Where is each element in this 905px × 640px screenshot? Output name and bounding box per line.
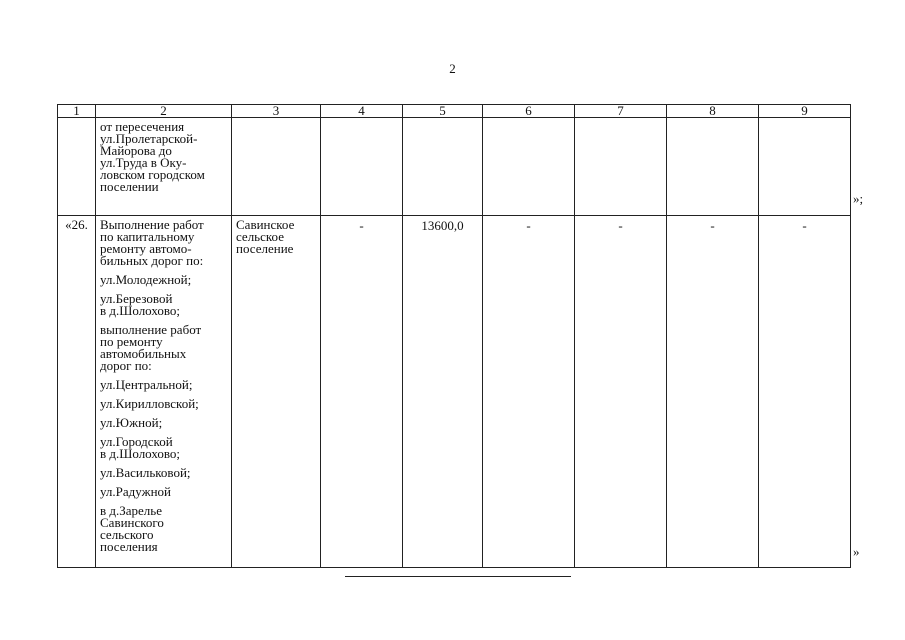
- value-cell: [321, 118, 403, 216]
- value-cell: -: [667, 216, 759, 568]
- table-row-continued: [58, 118, 851, 216]
- page-number: 2: [449, 61, 456, 76]
- header-cell: 4: [321, 105, 403, 118]
- text-line: ловском городском: [100, 167, 205, 182]
- closing-quote: »: [853, 544, 860, 559]
- text-line: ул.Центральной;: [100, 377, 193, 392]
- bottom-rule: [345, 576, 571, 577]
- value-cell: [483, 118, 575, 216]
- value-cell: [575, 118, 667, 216]
- description-paragraph: [100, 379, 227, 391]
- text-line: автомобильных: [100, 346, 187, 361]
- text-line: ул.Березовой: [100, 291, 173, 306]
- text-line: сельское: [236, 229, 284, 244]
- description-cell: [96, 118, 232, 216]
- table-row-26: [58, 216, 851, 568]
- header-cell: 5: [403, 105, 483, 118]
- description-paragraph: [100, 486, 227, 498]
- description-paragraph: [100, 417, 227, 429]
- header-cell: 7: [575, 105, 667, 118]
- header-cell: 3: [232, 105, 321, 118]
- description-paragraph: [100, 219, 227, 267]
- text-line: выполнение работ: [100, 322, 202, 337]
- description-paragraph: [100, 505, 227, 553]
- text-line: в д.Шолохово;: [100, 303, 181, 318]
- description-paragraph: [100, 274, 227, 286]
- header-cell: 8: [667, 105, 759, 118]
- row-number-cell: [58, 118, 96, 216]
- text-line: ремонту автомо-: [100, 241, 192, 256]
- description-cell: [96, 216, 232, 568]
- text-line: ул.Пролетарской-: [100, 131, 198, 146]
- value-cell: -: [483, 216, 575, 568]
- description-paragraph: [100, 398, 227, 410]
- value-cell: -: [575, 216, 667, 568]
- settlement-cell: [232, 216, 321, 568]
- text-line: дорог по:: [100, 358, 152, 373]
- closing-quote-semicolon: »;: [853, 191, 864, 206]
- text-line: поселении: [100, 179, 159, 194]
- text-line: Савинского: [100, 515, 164, 530]
- text-line: ул.Молодежной;: [100, 272, 192, 287]
- text-line: Выполнение работ: [100, 217, 204, 232]
- text-line: Майорова до: [100, 143, 172, 158]
- text-line: ул.Труда в Оку-: [100, 155, 187, 170]
- description-paragraph: [100, 467, 227, 479]
- text-line: ул.Городской: [100, 434, 173, 449]
- header-row: [58, 105, 851, 118]
- row-number-cell: «26.: [58, 216, 96, 568]
- text-line: сельского: [100, 527, 154, 542]
- text-line: Савинское: [236, 217, 295, 232]
- text-line: в д.Шолохово;: [100, 446, 181, 461]
- description-paragraph: [100, 293, 227, 317]
- header-cell: 6: [483, 105, 575, 118]
- text-line: ул.Васильковой;: [100, 465, 191, 480]
- text-line: по ремонту: [100, 334, 163, 349]
- value-cell: [759, 118, 851, 216]
- header-cell: 9: [759, 105, 851, 118]
- value-cell: [403, 118, 483, 216]
- budget-table: [57, 104, 851, 568]
- text-line: от пересечения: [100, 119, 185, 134]
- text-line: ул.Южной;: [100, 415, 163, 430]
- value-cell: [667, 118, 759, 216]
- text-line: поселение: [236, 241, 294, 256]
- text-line: бильных дорог по:: [100, 253, 204, 268]
- header-cell: 2: [96, 105, 232, 118]
- value-cell: -: [321, 216, 403, 568]
- description-paragraph: [100, 436, 227, 460]
- text-line: ул.Кирилловской;: [100, 396, 199, 411]
- value-cell: -: [759, 216, 851, 568]
- text-line: в д.Зарелье: [100, 503, 162, 518]
- text-line: по капитальному: [100, 229, 195, 244]
- description-paragraph: [100, 324, 227, 372]
- text-line: поселения: [100, 539, 158, 554]
- settlement-cell: [232, 118, 321, 216]
- header-cell: 1: [58, 105, 96, 118]
- amount-cell: 13600,0: [403, 216, 483, 568]
- text-line: ул.Радужной: [100, 484, 172, 499]
